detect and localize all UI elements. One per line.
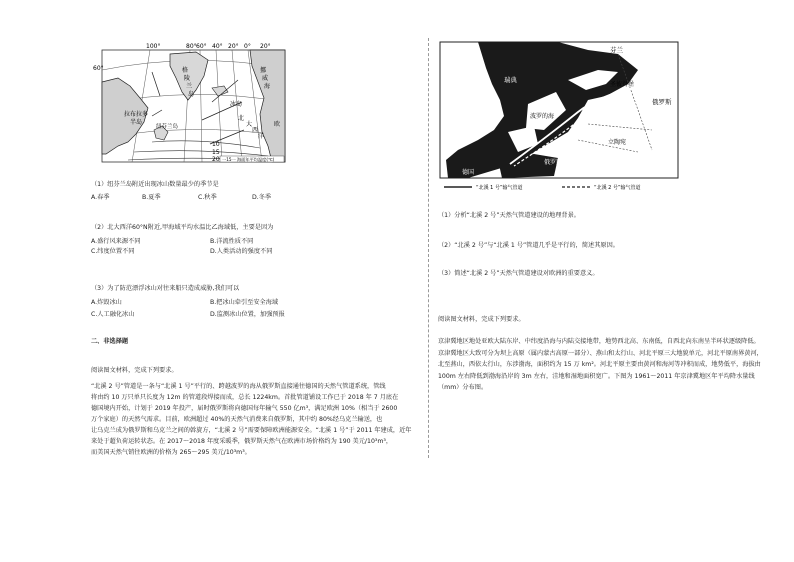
map-place: 兰 bbox=[186, 83, 193, 90]
baltic-pipeline-map-svg bbox=[438, 40, 680, 192]
q1-option-c[interactable]: C.秋季 bbox=[198, 194, 217, 201]
q2-option-a[interactable]: A.盛行风来源不同 bbox=[91, 238, 141, 245]
q2-option-c[interactable]: C.纬度位置不同 bbox=[91, 248, 135, 255]
lon-label: 60° bbox=[196, 43, 207, 50]
q3-option-c[interactable]: C.人工融化冰山 bbox=[91, 311, 135, 318]
q3-option-a[interactable]: A.炸毁冰山 bbox=[91, 299, 122, 306]
material-line: 来处于超负荷运转状态。在 2017～2018 年度采暖季，俄罗斯天然气在欧洲市场价格约为 190 美元/10³m³， bbox=[91, 438, 393, 445]
map2-label: 波罗的海 bbox=[530, 113, 555, 120]
right-q2: （2）“北溪 2 号”与“北溪 1 号”管道几乎是平行的，简述其原因。 bbox=[438, 242, 619, 249]
lon-label: 80° bbox=[186, 43, 197, 50]
material-line: “北溪 2 号”管道是一条与“北溪 1 号”平行的、跨越波罗的海从俄罗斯直接通往德国的天然气管道系统，管线 bbox=[91, 383, 386, 390]
material-line: 而美国天然气销往欧洲的价格为 265～295 美元/10³m³。 bbox=[91, 449, 251, 456]
map2-label: 立陶宛 bbox=[608, 139, 627, 146]
map-place: 威 bbox=[262, 75, 269, 82]
map-place: 冰岛 bbox=[230, 101, 243, 108]
q3-option-d[interactable]: D.监测冰山位置，加强预报 bbox=[210, 311, 285, 318]
isotherm-label: 20 bbox=[212, 156, 220, 163]
material-line: 万个家庭）的天然气需求。目前，欧洲超过 40%的天然气消费来自俄罗斯，其中约 80%经乌克兰输送，也 bbox=[91, 416, 383, 423]
map2-label: 俄罗斯 bbox=[652, 98, 672, 106]
material-line: 德国境内开始，计划于 2019 年投产，届时俄罗斯将向德国每年输气 550 亿m³，满足欧洲 10%（相当于 2600 bbox=[91, 405, 398, 412]
right-instruction: 阅读图文材料，完成下列要求。 bbox=[438, 316, 525, 323]
isotherm-label: 10 bbox=[212, 141, 220, 148]
map-place: 海 bbox=[264, 83, 271, 90]
material-line: 让乌克兰成为俄罗斯和乌克兰之间的斡旋方，“北溪 2 号”需要保障欧洲能源安全。“北溪 1 号”于 2011 年建成，近年 bbox=[91, 427, 412, 434]
section-title: 二、非选择题 bbox=[91, 338, 129, 345]
map-place: 洋 bbox=[258, 133, 265, 140]
map-place: 欧 bbox=[274, 121, 281, 128]
map-place: 西 bbox=[252, 127, 259, 134]
map2-label: 俄罗斯 bbox=[544, 159, 563, 166]
lon-label: 20° bbox=[260, 43, 271, 50]
map-place: 大 bbox=[246, 121, 253, 128]
lon-label: 100° bbox=[146, 43, 161, 50]
map-place: 陵 bbox=[184, 75, 191, 82]
right-material: 京津冀地区地处亚欧大陆东岸、中纬度沿海与内陆交接地带，地势西北高、东南低，自西北向东南呈半环状逐级降低。京津冀地区大致可分为坝上高原（属内蒙古高原一部分）、燕山和太行山、河北平原三大地貌单元，河北平原南界黄河，北至燕山，西依太行山，东涉渤海，面积约为 15 万 km²。河北平原主要由黄河和海河等冲积而成，地势低平，海拔由 100m 左右降低到渤海沿岸的 3m 左右，洼地和湿地面积宽广。下图为 1961～2011 年京津冀地区年平均降水量线（mm）分布图。 bbox=[438, 338, 763, 391]
map-place: 格 bbox=[182, 67, 189, 74]
isotherm-label: 15 bbox=[212, 149, 220, 156]
north-atlantic-map bbox=[92, 42, 290, 168]
q3-stem: （3）为了防范漂浮冰山对往来船只造成威胁,我们可以 bbox=[91, 285, 240, 292]
legend-dashed: “北溪 2 号”输气管道 bbox=[594, 185, 641, 191]
map-place: 挪 bbox=[260, 67, 267, 74]
map2-label: 芬兰 bbox=[610, 46, 623, 54]
q1-option-a[interactable]: A.春季 bbox=[91, 194, 110, 201]
lon-label: 20° bbox=[228, 43, 239, 50]
q1-stem: （1）纽芬兰岛附近出现冰山数量最少的季节是 bbox=[91, 181, 219, 188]
right-q1: （1）分析“北溪 2 号”天然气管道建设的地理背景。 bbox=[438, 212, 580, 219]
right-q3: （3）简述“北溪 2 号”天然气管道建设对欧洲的重要意义。 bbox=[438, 270, 599, 277]
q1-option-b[interactable]: B.夏季 bbox=[142, 194, 161, 201]
q2-option-d[interactable]: D.人类活动的强度不同 bbox=[210, 248, 273, 255]
lat-label: 60° bbox=[93, 65, 104, 72]
lon-label: 40° bbox=[212, 43, 223, 50]
map2-label: 瑞典 bbox=[504, 76, 517, 84]
north-atlantic-map-svg bbox=[92, 42, 290, 168]
legend-solid: “北溪 1 号”输气管道 bbox=[476, 185, 523, 191]
map-place: 拉布拉多 bbox=[124, 111, 149, 118]
q3-option-b[interactable]: B.把冰山牵引至安全海域 bbox=[210, 299, 279, 306]
map-place: 北 bbox=[238, 115, 245, 122]
left-instruction: 阅读图文材料，完成下列要求。 bbox=[91, 367, 178, 374]
map-place: 半岛 bbox=[130, 119, 143, 126]
map-place: 岛 bbox=[188, 91, 195, 98]
map-legend: 一15一 海面年平均温度(℃) bbox=[222, 157, 275, 162]
lon-label: 0° bbox=[244, 43, 251, 50]
baltic-pipeline-map bbox=[438, 40, 680, 192]
map2-label: 德国 bbox=[462, 169, 475, 176]
map2-label: 圣彼得堡 bbox=[610, 81, 635, 88]
column-divider bbox=[428, 38, 429, 458]
map-place: 纽芬兰岛 bbox=[156, 124, 179, 130]
material-line: 将由约 10 万只单只长度为 12m 的管道段焊接而成，总长 1224km。首批管道铺设工作已于 2018 年 7 月底在 bbox=[91, 394, 399, 401]
q2-option-b[interactable]: B.洋流性质不同 bbox=[210, 238, 254, 245]
q1-option-d[interactable]: D.冬季 bbox=[252, 194, 272, 201]
q2-stem: （2）北大西洋60°N附近,甲海域平均水温比乙海域低，主要是因为 bbox=[91, 224, 274, 231]
